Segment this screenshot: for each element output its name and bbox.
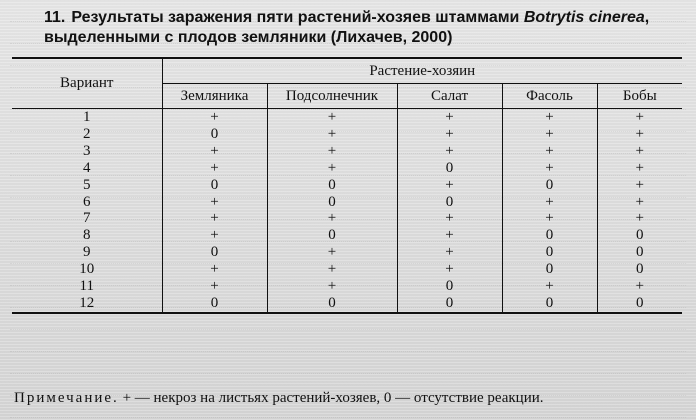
table-row [12, 210, 682, 227]
cell-reaction: + [267, 278, 397, 295]
cell-reaction: 0 [162, 177, 267, 194]
cell-reaction: 0 [267, 227, 397, 244]
table-row [12, 295, 682, 313]
cell-reaction: 0 [597, 295, 682, 313]
cell-reaction: + [597, 177, 682, 194]
cell-variant: 11 [79, 278, 94, 295]
cell-reaction: + [502, 194, 597, 211]
cell-variant: 8 [83, 227, 91, 244]
table-row [12, 244, 682, 261]
table-row [12, 160, 682, 177]
show-through-line [10, 352, 686, 374]
cell-reaction: 0 [267, 295, 397, 313]
cell-reaction: + [162, 261, 267, 278]
col-group-header-host: Растение-хозяин [162, 58, 682, 84]
table-row [12, 194, 682, 211]
cell-reaction: + [397, 244, 502, 261]
cell-reaction: + [267, 261, 397, 278]
cell-reaction: + [397, 177, 502, 194]
footnote-label: Примечание. [14, 390, 119, 406]
cell-reaction: + [162, 143, 267, 160]
cell-reaction: 0 [162, 126, 267, 143]
cell-reaction: + [597, 210, 682, 227]
cell-reaction: + [597, 126, 682, 143]
cell-reaction: + [162, 227, 267, 244]
cell-reaction: + [267, 143, 397, 160]
cell-reaction: + [162, 109, 267, 126]
cell-reaction: + [502, 278, 597, 295]
cell-reaction: + [162, 210, 267, 227]
cell-reaction: + [597, 143, 682, 160]
cell-reaction: + [597, 278, 682, 295]
col-header-host: Салат [397, 84, 502, 109]
cell-reaction: 0 [597, 227, 682, 244]
cell-reaction: 0 [397, 278, 502, 295]
cell-reaction: 0 [267, 177, 397, 194]
table-row [12, 177, 682, 194]
cell-reaction: 0 [502, 295, 597, 313]
cell-reaction: + [397, 227, 502, 244]
table-row [12, 261, 682, 278]
col-header-host: Бобы [597, 84, 682, 109]
cell-reaction: + [267, 210, 397, 227]
cell-variant: 9 [83, 244, 91, 261]
cell-reaction: + [397, 109, 502, 126]
cell-reaction: 0 [502, 244, 597, 261]
cell-reaction: 0 [597, 261, 682, 278]
table-row [12, 227, 682, 244]
show-through-line [10, 330, 686, 352]
cell-reaction: 0 [397, 160, 502, 177]
cell-reaction: 0 [397, 194, 502, 211]
col-header-host: Земляника [162, 84, 267, 109]
table-row [12, 278, 682, 295]
cell-reaction: 0 [162, 295, 267, 313]
table-row [12, 126, 682, 143]
cell-variant: 6 [83, 193, 91, 210]
table-footnote [14, 388, 694, 408]
table-number: 11. [44, 9, 66, 26]
table-title-species: Botrytis cinerea [523, 9, 645, 26]
cell-reaction: + [597, 194, 682, 211]
cell-reaction: 0 [397, 295, 502, 313]
cell-reaction: 0 [267, 194, 397, 211]
cell-variant: 10 [79, 261, 95, 278]
cell-reaction: + [502, 109, 597, 126]
cell-reaction: + [502, 143, 597, 160]
cell-reaction: + [397, 261, 502, 278]
col-header-host: Фасоль [502, 84, 597, 109]
cell-variant: 1 [83, 109, 91, 125]
cell-reaction: + [267, 244, 397, 261]
cell-variant: 2 [83, 125, 91, 142]
col-header-variant: Вариант [12, 58, 162, 109]
cell-variant: 4 [83, 159, 91, 176]
cell-reaction: + [267, 109, 397, 126]
cell-variant: 3 [83, 142, 91, 159]
cell-reaction: + [502, 160, 597, 177]
table-title-comma: , [644, 9, 650, 26]
cell-reaction: 0 [502, 177, 597, 194]
cell-variant: 12 [12, 295, 162, 313]
col-header-host: Подсолнечник [267, 84, 397, 109]
cell-reaction: 0 [597, 244, 682, 261]
cell-reaction: + [162, 194, 267, 211]
cell-variant: 7 [83, 210, 91, 227]
cell-reaction: + [267, 160, 397, 177]
table-title-part1: Результаты заражения пяти растений-хозяев штаммами [71, 9, 520, 26]
table-row [12, 109, 682, 126]
cell-reaction: 0 [502, 227, 597, 244]
cell-reaction: + [502, 126, 597, 143]
cell-reaction: + [397, 210, 502, 227]
cell-reaction: 0 [502, 261, 597, 278]
cell-reaction: + [162, 160, 267, 177]
cell-reaction: + [597, 160, 682, 177]
cell-reaction: + [162, 278, 267, 295]
cell-reaction: + [397, 143, 502, 160]
cell-reaction: 0 [162, 244, 267, 261]
cell-reaction: + [597, 109, 682, 126]
table-caption [44, 8, 684, 48]
cell-reaction: + [502, 210, 597, 227]
footnote-text: + — некроз на листьях растений-хозяев, 0 — отсутствие реакции. [122, 390, 544, 406]
results-table [12, 57, 682, 314]
cell-variant: 5 [83, 176, 91, 193]
cell-reaction: + [397, 126, 502, 143]
table-row [12, 143, 682, 160]
table-title-line2: выделенными с плодов земляники (Лихачев, 2000) [44, 29, 453, 46]
cell-reaction: + [267, 126, 397, 143]
